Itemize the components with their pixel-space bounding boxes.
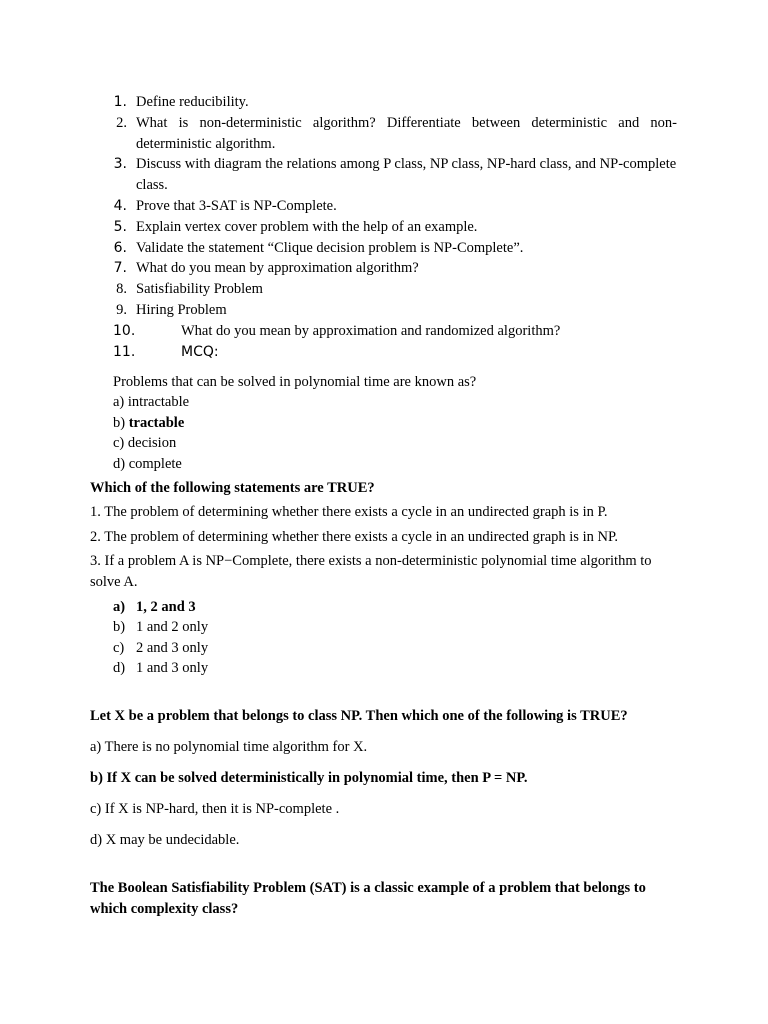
list-item	[0, 238, 768, 259]
mcq-option: a) There is no polynomial time algorithm for X.	[90, 739, 368, 755]
correct-answer: tractable	[128, 414, 185, 431]
list-number: 11.	[113, 343, 136, 360]
option-letter: b)	[113, 619, 126, 636]
list-text: What is non-deterministic algorithm? Differentiate between deterministic and non-deterministic algorithm.	[136, 114, 677, 152]
mcq-option: a) intractable	[113, 394, 190, 411]
list-text: Define reducibility.	[136, 94, 249, 110]
statement: 1. The problem of determining whether there exists a cycle in an undirected graph is in P.	[90, 504, 608, 520]
mcq-option: d) X may be undecidable.	[90, 832, 240, 848]
list-number: 9.	[116, 301, 127, 318]
list-item	[0, 196, 768, 217]
list-text: Explain vertex cover problem with the help of an example.	[136, 218, 478, 235]
list-number: 4.	[113, 197, 127, 214]
list-item	[0, 92, 768, 113]
list-item	[0, 321, 768, 342]
list-text: MCQ:	[181, 343, 219, 360]
list-item	[0, 217, 768, 238]
option-text: 1 and 2 only	[136, 619, 209, 636]
mcq-option-correct: b) If X can be solved deterministically in polynomial time, then P = NP.	[90, 770, 528, 786]
list-text: What do you mean by approximation and randomized algorithm?	[181, 322, 561, 339]
list-number: 5.	[113, 218, 127, 235]
question-list	[0, 92, 768, 362]
mcq-option: c) decision	[113, 435, 177, 452]
list-number: 10.	[113, 322, 136, 339]
mcq-question: The Boolean Satisfiability Problem (SAT) is a classic example of a problem that belongs to which complexity class?	[90, 880, 646, 917]
list-number: 8.	[116, 281, 127, 298]
list-item	[0, 279, 768, 300]
list-number: 7.	[113, 260, 127, 277]
mcq-option	[113, 413, 476, 433]
mcq-option-correct	[113, 597, 208, 617]
mcq-option	[113, 658, 208, 678]
list-number: 1.	[113, 94, 127, 110]
mcq-question: Let X be a problem that belongs to class NP. Then which one of the following is TRUE?	[90, 708, 628, 724]
list-number: 2.	[116, 114, 127, 131]
mcq-option	[113, 617, 208, 637]
option-text: 1, 2 and 3	[136, 599, 196, 615]
option-letter: d)	[113, 660, 126, 677]
list-text: Satisfiability Problem	[136, 281, 263, 298]
list-text: Discuss with diagram the relations among P class, NP class, NP-hard class, and NP-complete class.	[136, 156, 677, 194]
list-number: 6.	[113, 239, 127, 256]
list-item	[0, 113, 768, 155]
mcq-question: Which of the following statements are TRUE?	[90, 480, 375, 496]
list-text: Validate the statement “Clique decision problem is NP-Complete”.	[136, 239, 524, 256]
option-text: 2 and 3 only	[136, 639, 209, 656]
mcq-question: Problems that can be solved in polynomial time are known as?	[113, 374, 477, 390]
list-item	[0, 342, 768, 363]
mcq-block-1	[113, 372, 476, 474]
statement: 3. If a problem A is NP−Complete, there exists a non-deterministic polynomial time algorithm to solve A.	[90, 553, 652, 590]
list-text: Hiring Problem	[136, 301, 227, 318]
statement: 2. The problem of determining whether there exists a cycle in an undirected graph is in NP.	[90, 529, 619, 545]
mcq-option: d) complete	[113, 455, 182, 472]
option-letter: a)	[113, 599, 126, 615]
mcq-option	[113, 638, 208, 658]
mcq-options	[113, 597, 208, 679]
list-item	[0, 300, 768, 321]
list-text: Prove that 3-SAT is NP-Complete.	[136, 197, 337, 214]
option-letter: b)	[113, 414, 129, 431]
option-letter: c)	[113, 639, 125, 656]
option-text: 1 and 3 only	[136, 660, 209, 677]
list-text: What do you mean by approximation algorithm?	[136, 260, 419, 277]
list-item	[0, 154, 768, 196]
list-item	[0, 258, 768, 279]
list-number: 3.	[113, 156, 127, 173]
mcq-option: c) If X is NP-hard, then it is NP-complete .	[90, 801, 340, 817]
